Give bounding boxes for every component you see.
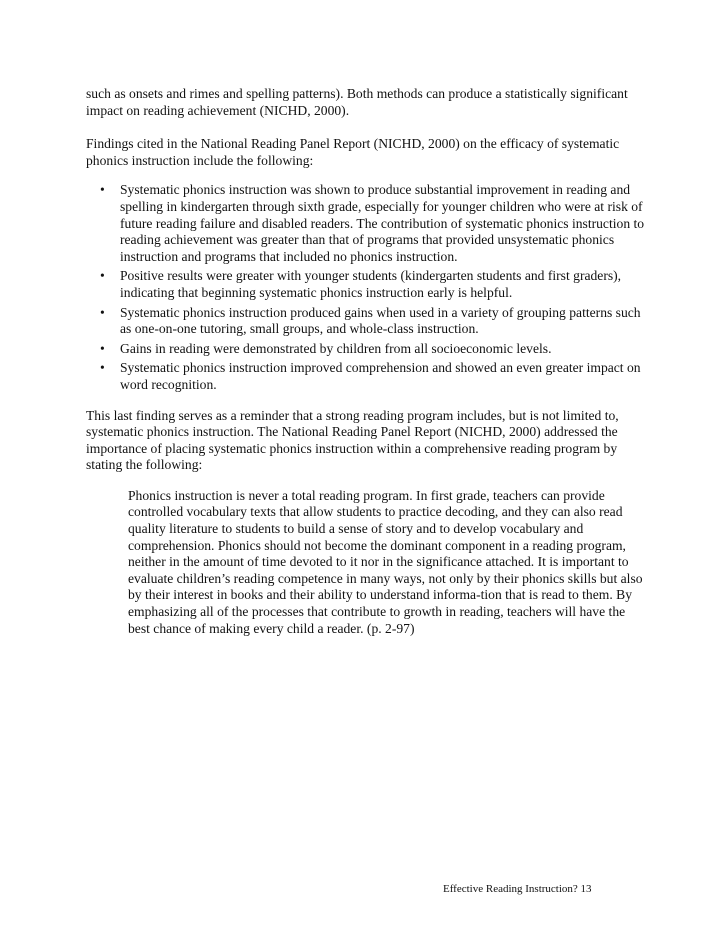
- list-item: [86, 341, 646, 358]
- page-footer: Effective Reading Instruction? 13: [443, 883, 592, 895]
- bullet-icon: •: [100, 304, 105, 320]
- list-item: [86, 268, 646, 301]
- page-body: [86, 86, 646, 637]
- findings-list: [86, 182, 646, 393]
- findings-intro-paragraph: Findings cited in the National Reading Panel Report (NICHD, 2000) on the efficacy of systematic phonics instruction include the following:: [86, 136, 620, 168]
- list-item-text: Positive results were greater with younger students (kindergarten students and first graders), indicating that beginning systematic phonics instruction early is helpful.: [120, 268, 622, 300]
- list-item: [86, 360, 646, 393]
- block-quote: [128, 488, 648, 637]
- list-item-text: Systematic phonics instruction was shown to produce substantial improvement in reading and spelling in kindergarten through sixth grade, especially for younger children who were at risk of future reading failure and disabled readers. The contribution of systematic phonics instruction to reading achievement was greater than that of programs that provided unsystematic phonics instruction and programs that included no phonics instruction.: [120, 182, 645, 264]
- list-item: [86, 182, 646, 265]
- block-quote-text: Phonics instruction is never a total reading program. In first grade, teachers can provide controlled vocabulary texts that allow students to practice decoding, and they can also read quality literature to students to build a sense of story and to develop vocabulary and comprehension. Phonics should not become the dominant component in a reading program, neither in the amount of time devoted to it nor in the significance attached. It is important to evaluate children’s reading competence in many ways, not only by their phonics skills but also by their interest in books and their ability to understand informa-tion that is read to them. By emphasizing all of the processes that contribute to growth in reading, teachers will have the best chance of making every child a reader. (p. 2-97): [128, 487, 643, 636]
- bullet-icon: •: [100, 182, 105, 198]
- bullet-icon: •: [100, 340, 105, 356]
- intro-paragraph: such as onsets and rimes and spelling patterns). Both methods can produce a statistically significant impact on reading achievement (NICHD, 2000).: [86, 86, 628, 118]
- conclusion-paragraph: This last finding serves as a reminder that a strong reading program includes, but is not limited to, systematic phonics instruction. The National Reading Panel Report (NICHD, 2000) addressed the importance of placing systematic phonics instruction within a comprehensive reading program by stating the following:: [86, 407, 619, 473]
- bullet-icon: •: [100, 268, 105, 284]
- list-item-text: Systematic phonics instruction produced gains when used in a variety of grouping patterns such as one-on-one tutoring, small groups, and whole-class instruction.: [120, 304, 641, 337]
- list-item-text: Systematic phonics instruction improved comprehension and showed an even greater impact on word recognition.: [120, 360, 641, 392]
- list-item: [86, 305, 646, 338]
- bullet-icon: •: [100, 360, 105, 376]
- list-item-text: Gains in reading were demonstrated by children from all socioeconomic levels.: [120, 340, 552, 356]
